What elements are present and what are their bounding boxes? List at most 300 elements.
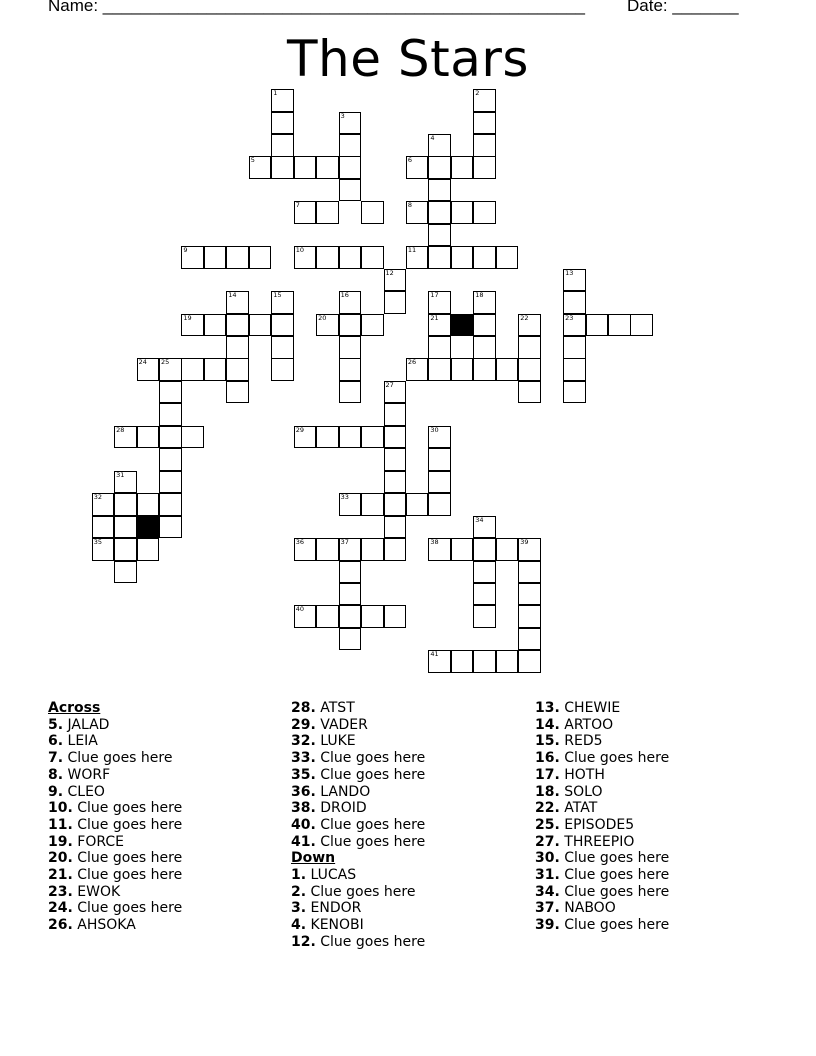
clue-text: LUKE (315, 733, 356, 750)
clue-item (48, 733, 182, 750)
clue-number: 29 (295, 425, 304, 434)
grid-cell[interactable] (406, 358, 429, 381)
clue-text: ARTOO (559, 716, 614, 733)
grid-cell[interactable] (114, 538, 137, 561)
grid-cell[interactable] (518, 650, 541, 673)
grid-cell[interactable] (159, 516, 182, 539)
clue-number: 27 (385, 380, 394, 389)
grid-cell[interactable] (294, 605, 317, 628)
clue-number: 5 (250, 156, 255, 165)
clue-number: 38 (430, 538, 439, 546)
clue-text: LUCAS (306, 867, 357, 884)
grid-cell[interactable] (339, 493, 362, 516)
grid-cell[interactable] (114, 493, 137, 516)
clue-number: 33 (340, 493, 349, 502)
clue-item (291, 700, 425, 717)
grid-cell[interactable] (563, 358, 586, 381)
grid-cell[interactable] (518, 605, 541, 628)
clue-column-3 (535, 700, 669, 934)
clue-number-label: 15. (535, 733, 560, 750)
grid-cell[interactable] (271, 89, 294, 112)
grid-cell[interactable] (271, 112, 294, 135)
grid-cell[interactable] (114, 426, 137, 449)
grid-cell[interactable] (428, 201, 451, 224)
grid-cell[interactable] (92, 516, 115, 539)
clue-number: 3 (340, 111, 345, 120)
clue-number-label: 34. (535, 883, 560, 900)
grid-cell[interactable] (428, 336, 451, 359)
clue-item (291, 800, 425, 817)
grid-cell[interactable] (473, 538, 496, 561)
clue-item (291, 834, 425, 851)
grid-cell[interactable] (361, 314, 384, 337)
grid-cell[interactable] (159, 403, 182, 426)
clue-item (535, 917, 669, 934)
grid-cell[interactable] (428, 246, 451, 269)
clue-number: 15 (273, 291, 282, 300)
clue-number: 7 (295, 201, 300, 210)
grid-cell[interactable] (473, 134, 496, 157)
grid-cell[interactable] (226, 246, 249, 269)
clue-text: Clue goes here (72, 850, 183, 867)
clue-number: 39 (520, 538, 529, 546)
grid-cell[interactable] (518, 381, 541, 404)
grid-cell[interactable] (428, 358, 451, 381)
clue-number-label: 16. (535, 750, 560, 767)
grid-cell[interactable] (451, 246, 474, 269)
grid-cell[interactable] (339, 336, 362, 359)
clue-text: ENDOR (306, 900, 362, 917)
grid-cell[interactable] (586, 314, 609, 337)
grid-cell[interactable] (361, 605, 384, 628)
clue-text: Clue goes here (315, 816, 426, 833)
clue-item (48, 817, 182, 834)
grid-cell[interactable] (384, 403, 407, 426)
clue-text: WORF (63, 766, 111, 783)
grid-cell[interactable] (339, 628, 362, 651)
clue-text: Clue goes here (72, 800, 183, 817)
clue-number: 40 (295, 605, 304, 614)
grid-cell[interactable] (339, 358, 362, 381)
grid-cell[interactable] (473, 516, 496, 539)
clue-number: 17 (430, 291, 439, 300)
clue-item (291, 784, 425, 801)
grid-cell[interactable] (518, 336, 541, 359)
clue-text: VADER (315, 716, 368, 733)
grid-cell[interactable] (473, 650, 496, 673)
grid-cell[interactable] (406, 493, 429, 516)
clue-number-label: 13. (535, 700, 560, 716)
grid-cell[interactable] (204, 314, 227, 337)
name-field: Name: ___________________________________________________ (48, 0, 585, 15)
grid-cell[interactable] (339, 156, 362, 179)
clue-number: 36 (295, 538, 304, 546)
grid-cell[interactable] (563, 314, 586, 337)
black-square (451, 314, 474, 337)
grid-cell[interactable] (114, 471, 137, 494)
grid-cell[interactable] (316, 156, 339, 179)
grid-cell[interactable] (563, 336, 586, 359)
clue-item (48, 917, 182, 934)
grid-cell[interactable] (518, 583, 541, 606)
grid-cell[interactable] (473, 336, 496, 359)
grid-cell[interactable] (451, 156, 474, 179)
grid-cell[interactable] (339, 291, 362, 314)
clue-text: DROID (315, 800, 367, 817)
clue-text: Clue goes here (306, 883, 416, 900)
grid-cell[interactable] (159, 493, 182, 516)
grid-cell[interactable] (339, 134, 362, 157)
clue-number: 1 (273, 89, 278, 97)
grid-cell[interactable] (406, 201, 429, 224)
clue-text: Clue goes here (72, 867, 183, 884)
grid-cell[interactable] (384, 448, 407, 471)
grid-cell[interactable] (226, 358, 249, 381)
clue-item (535, 700, 669, 717)
clue-text: Clue goes here (72, 900, 183, 917)
clue-section-heading: Down (291, 850, 336, 867)
grid-cell[interactable] (518, 314, 541, 337)
grid-cell[interactable] (294, 201, 317, 224)
puzzle-title: The Stars (287, 30, 529, 88)
grid-cell[interactable] (271, 314, 294, 337)
grid-cell[interactable] (496, 538, 519, 561)
clue-number: 21 (430, 313, 439, 322)
grid-cell[interactable] (361, 246, 384, 269)
clue-number: 37 (340, 538, 349, 546)
clue-item (48, 800, 182, 817)
grid-cell[interactable] (473, 291, 496, 314)
grid-cell[interactable] (159, 448, 182, 471)
clue-text: LANDO (315, 783, 371, 800)
grid-cell[interactable] (339, 605, 362, 628)
grid-cell[interactable] (428, 448, 451, 471)
grid-cell[interactable] (428, 471, 451, 494)
grid-cell[interactable] (226, 381, 249, 404)
grid-cell[interactable] (159, 471, 182, 494)
clue-number: 25 (161, 358, 170, 367)
grid-cell[interactable] (518, 628, 541, 651)
grid-cell[interactable] (361, 538, 384, 561)
grid-cell[interactable] (406, 156, 429, 179)
clue-number-label: 2. (291, 883, 307, 900)
clue-number: 10 (295, 246, 304, 255)
grid-cell[interactable] (204, 246, 227, 269)
clue-item (48, 717, 182, 734)
date-field: Date: _______ (627, 0, 739, 15)
clue-item (535, 900, 669, 917)
grid-cell[interactable] (316, 538, 339, 561)
clue-number: 26 (407, 358, 417, 367)
grid-cell[interactable] (181, 246, 204, 269)
clue-text: NABOO (559, 900, 616, 917)
grid-cell[interactable] (271, 291, 294, 314)
clue-number-label: 31. (535, 867, 560, 884)
clue-item (535, 817, 669, 834)
grid-cell[interactable] (384, 381, 407, 404)
grid-cell[interactable] (159, 358, 182, 381)
grid-cell[interactable] (496, 246, 519, 269)
clue-column-1 (48, 700, 182, 934)
clue-item (535, 867, 669, 884)
clue-number-label: 22. (535, 800, 560, 817)
grid-cell[interactable] (339, 583, 362, 606)
grid-cell[interactable] (384, 605, 407, 628)
clue-item (535, 733, 669, 750)
grid-cell[interactable] (226, 336, 249, 359)
clue-item (291, 717, 425, 734)
clue-text: Clue goes here (315, 933, 426, 950)
grid-cell[interactable] (294, 538, 317, 561)
clue-text: SOLO (559, 783, 603, 800)
clue-number: 16 (340, 291, 349, 300)
grid-cell[interactable] (428, 650, 451, 673)
grid-cell[interactable] (249, 314, 272, 337)
grid-cell[interactable] (384, 426, 407, 449)
grid-cell[interactable] (473, 112, 496, 135)
clue-item (535, 784, 669, 801)
clue-item (48, 900, 182, 917)
clue-text: Clue goes here (559, 750, 670, 767)
clue-number-label: 33. (291, 750, 316, 767)
clue-number: 14 (228, 291, 237, 300)
clue-text: Clue goes here (315, 833, 426, 850)
clue-text: KENOBI (306, 917, 364, 934)
clue-number-label: 14. (535, 716, 560, 733)
clue-text: JALAD (63, 716, 110, 733)
grid-cell[interactable] (137, 426, 160, 449)
grid-cell[interactable] (316, 426, 339, 449)
clue-number-label: 28. (291, 700, 316, 716)
clue-item (291, 884, 425, 901)
clue-number: 4 (430, 134, 435, 142)
grid-cell[interactable] (249, 156, 272, 179)
grid-cell[interactable] (316, 246, 339, 269)
clue-item (535, 834, 669, 851)
grid-cell[interactable] (114, 516, 137, 539)
grid-cell[interactable] (473, 358, 496, 381)
grid-cell[interactable] (518, 358, 541, 381)
clue-number-label: 35. (291, 766, 316, 783)
grid-cell[interactable] (518, 561, 541, 584)
clue-item (291, 767, 425, 784)
clue-item (291, 733, 425, 750)
grid-cell[interactable] (114, 561, 137, 584)
grid-cell[interactable] (428, 179, 451, 202)
grid-cell[interactable] (339, 561, 362, 584)
clue-number-label: 19. (48, 833, 73, 850)
grid-cell[interactable] (137, 358, 160, 381)
clue-number: 32 (93, 493, 102, 502)
grid-cell[interactable] (271, 156, 294, 179)
grid-cell[interactable] (271, 358, 294, 381)
grid-cell[interactable] (339, 314, 362, 337)
clue-column-2 (291, 700, 425, 951)
grid-cell[interactable] (496, 358, 519, 381)
grid-cell[interactable] (384, 538, 407, 561)
grid-cell[interactable] (271, 336, 294, 359)
clue-number-label: 11. (48, 816, 73, 833)
grid-cell[interactable] (473, 156, 496, 179)
clue-number-label: 37. (535, 900, 560, 917)
clue-item (535, 717, 669, 734)
grid-cell[interactable] (361, 426, 384, 449)
clue-number-label: 8. (48, 766, 64, 783)
grid-cell[interactable] (339, 112, 362, 135)
clue-number: 13 (565, 268, 574, 277)
grid-cell[interactable] (451, 201, 474, 224)
grid-cell[interactable] (181, 426, 204, 449)
clue-number-label: 32. (291, 733, 316, 750)
grid-cell[interactable] (428, 224, 451, 247)
clue-number: 2 (475, 89, 480, 97)
clue-item (535, 767, 669, 784)
grid-cell[interactable] (563, 291, 586, 314)
grid-cell[interactable] (473, 89, 496, 112)
clue-text: HOTH (559, 766, 605, 783)
grid-cell[interactable] (181, 358, 204, 381)
clue-text: ATAT (559, 800, 598, 817)
clue-number-label: 9. (48, 783, 64, 800)
clue-text: CLEO (63, 783, 105, 800)
grid-cell[interactable] (339, 538, 362, 561)
clue-item (48, 834, 182, 851)
grid-cell[interactable] (428, 538, 451, 561)
grid-cell[interactable] (428, 314, 451, 337)
grid-cell[interactable] (473, 314, 496, 337)
grid-cell[interactable] (473, 561, 496, 584)
clue-number-label: 40. (291, 816, 316, 833)
clue-number-label: 30. (535, 850, 560, 867)
grid-cell[interactable] (294, 156, 317, 179)
grid-cell[interactable] (451, 650, 474, 673)
grid-cell[interactable] (428, 156, 451, 179)
clue-item (48, 767, 182, 784)
clue-number: 34 (475, 515, 484, 524)
clue-text: Clue goes here (559, 850, 670, 867)
grid-cell[interactable] (428, 134, 451, 157)
clue-number-label: 4. (291, 917, 307, 934)
grid-cell[interactable] (226, 314, 249, 337)
clue-text: ATST (315, 700, 355, 716)
grid-cell[interactable] (608, 314, 631, 337)
grid-cell[interactable] (159, 381, 182, 404)
grid-cell[interactable] (181, 314, 204, 337)
grid-cell[interactable] (159, 426, 182, 449)
grid-cell[interactable] (496, 650, 519, 673)
clue-number-label: 3. (291, 900, 307, 917)
grid-cell[interactable] (271, 134, 294, 157)
clue-text: Clue goes here (72, 816, 183, 833)
clue-number-label: 17. (535, 766, 560, 783)
clue-number: 41 (430, 650, 439, 659)
clue-number: 35 (93, 538, 102, 546)
grid-cell[interactable] (361, 493, 384, 516)
clue-text: LEIA (63, 733, 98, 750)
clue-text: RED5 (559, 733, 603, 750)
grid-cell[interactable] (563, 269, 586, 292)
grid-cell[interactable] (316, 314, 339, 337)
grid-cell[interactable] (226, 291, 249, 314)
clue-text: Clue goes here (559, 867, 670, 884)
grid-cell[interactable] (316, 605, 339, 628)
grid-cell[interactable] (473, 201, 496, 224)
clue-text: THREEPIO (559, 833, 635, 850)
clue-item (48, 884, 182, 901)
grid-cell[interactable] (384, 471, 407, 494)
clue-number-label: 36. (291, 783, 316, 800)
grid-cell[interactable] (473, 246, 496, 269)
grid-cell[interactable] (451, 538, 474, 561)
clue-number-label: 5. (48, 716, 64, 733)
clue-text: FORCE (72, 833, 124, 850)
clue-number: 12 (385, 268, 394, 277)
clue-number: 23 (565, 313, 574, 322)
grid-cell[interactable] (339, 426, 362, 449)
clue-number: 28 (116, 425, 125, 434)
grid-cell[interactable] (428, 291, 451, 314)
grid-cell[interactable] (428, 493, 451, 516)
grid-cell[interactable] (384, 269, 407, 292)
clue-number: 11 (407, 246, 417, 255)
grid-cell[interactable] (361, 201, 384, 224)
grid-cell[interactable] (384, 516, 407, 539)
grid-cell[interactable] (339, 246, 362, 269)
grid-cell[interactable] (137, 493, 160, 516)
clue-item (48, 750, 182, 767)
grid-cell[interactable] (518, 538, 541, 561)
clue-number-label: 39. (535, 917, 560, 934)
clue-item (291, 750, 425, 767)
clue-number: 22 (520, 313, 529, 322)
clue-item (535, 750, 669, 767)
clue-number: 18 (475, 291, 484, 300)
clue-number: 20 (318, 313, 327, 322)
grid-cell[interactable] (384, 291, 407, 314)
grid-cell[interactable] (316, 201, 339, 224)
clue-item (48, 850, 182, 867)
grid-cell[interactable] (406, 246, 429, 269)
clue-item (291, 867, 425, 884)
grid-cell[interactable] (294, 246, 317, 269)
grid-cell[interactable] (92, 538, 115, 561)
grid-cell[interactable] (137, 538, 160, 561)
grid-cell[interactable] (339, 179, 362, 202)
clue-number-label: 21. (48, 867, 73, 884)
grid-cell[interactable] (473, 583, 496, 606)
grid-cell[interactable] (204, 358, 227, 381)
grid-cell[interactable] (563, 381, 586, 404)
grid-cell[interactable] (384, 493, 407, 516)
grid-cell[interactable] (294, 426, 317, 449)
black-square (137, 516, 160, 539)
grid-cell[interactable] (339, 381, 362, 404)
grid-cell[interactable] (92, 493, 115, 516)
clue-number-label: 20. (48, 850, 73, 867)
clue-number: 9 (183, 246, 188, 255)
clue-text: AHSOKA (72, 917, 136, 934)
grid-cell[interactable] (473, 605, 496, 628)
clue-number: 24 (138, 358, 147, 367)
clue-item (291, 917, 425, 934)
clue-number: 19 (183, 313, 192, 322)
grid-cell[interactable] (630, 314, 653, 337)
grid-cell[interactable] (428, 426, 451, 449)
grid-cell[interactable] (451, 358, 474, 381)
grid-cell[interactable] (249, 246, 272, 269)
clue-number: 6 (407, 156, 413, 165)
clue-item (291, 934, 425, 951)
